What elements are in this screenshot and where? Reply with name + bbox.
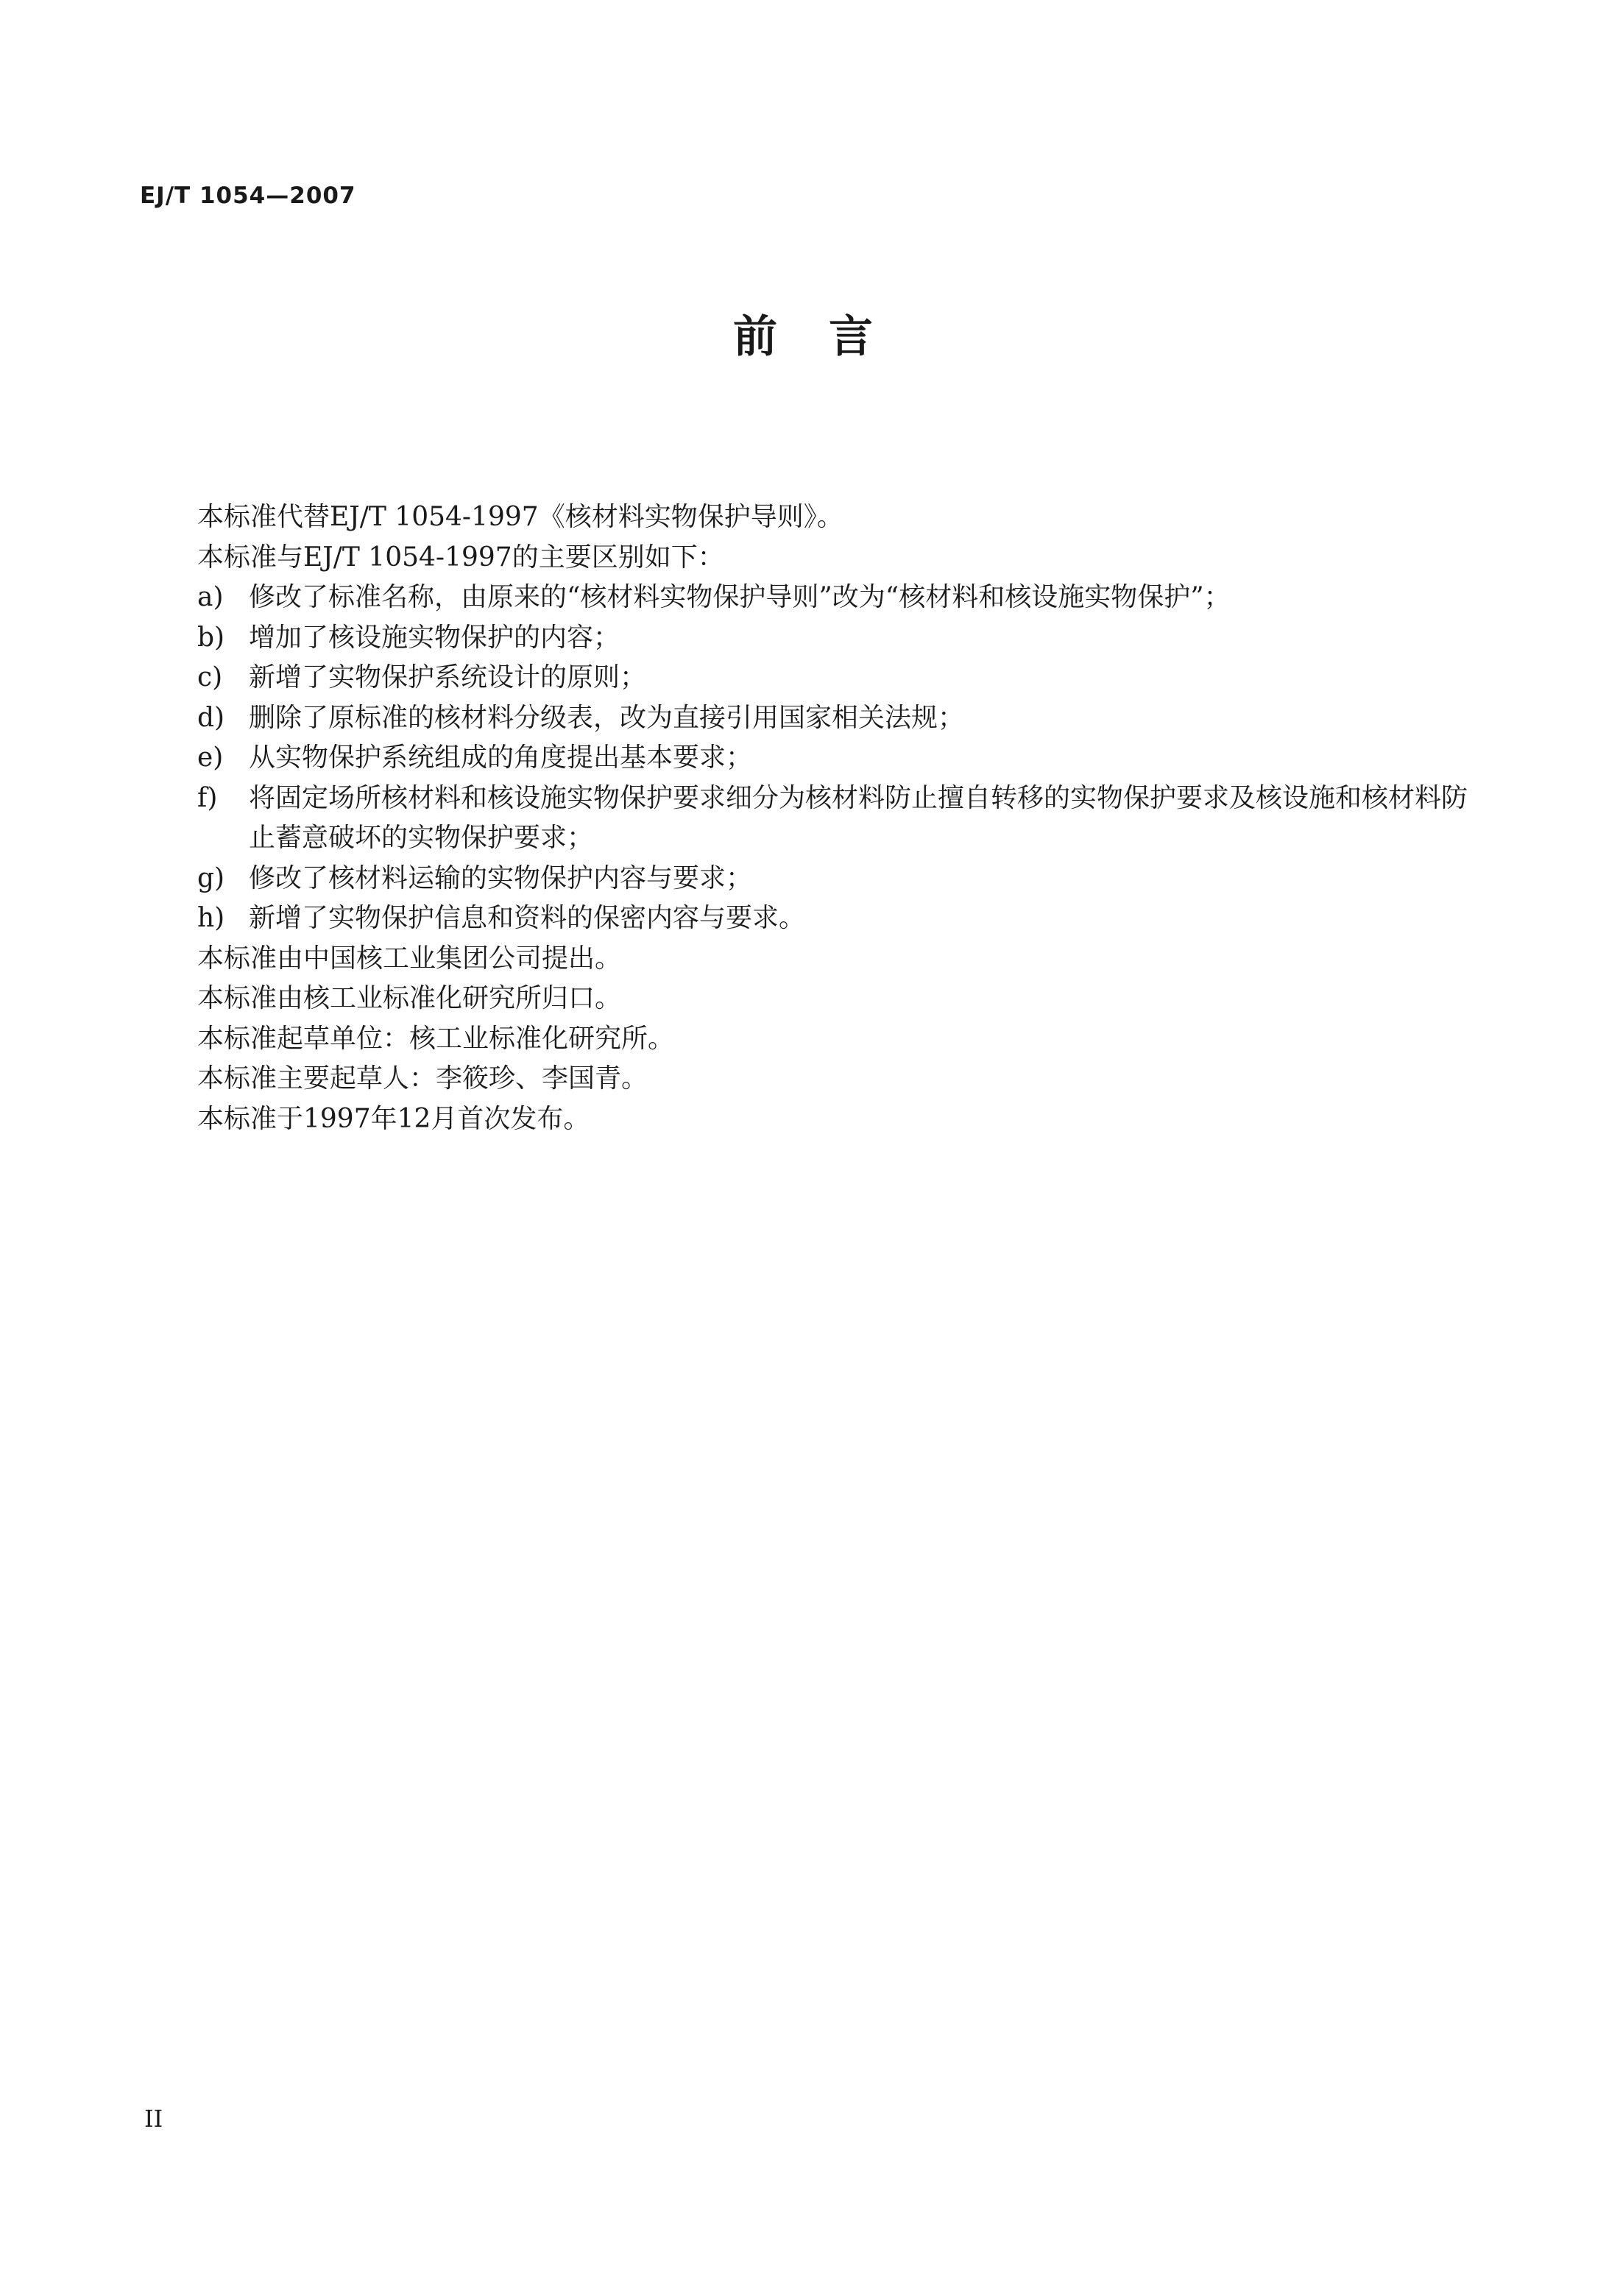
paragraph-drafting-unit: 本标准起草单位：核工业标准化研究所。	[197, 1023, 675, 1054]
list-item	[197, 698, 1493, 739]
list-item-marker: c)	[197, 662, 223, 692]
list-item	[197, 578, 1493, 618]
list-item-text: 将固定场所核材料和核设施实物保护要求细分为核材料防止擅自转移的实物保护要求及核设施和核材料防止蓄意破坏的实物保护要求；	[249, 782, 1468, 853]
foreword-body	[197, 497, 1493, 1139]
list-item-marker: a)	[197, 582, 224, 612]
paragraph-replaces: 本标准代替EJ/T 1054-1997《核材料实物保护导则》。	[197, 502, 843, 532]
list-item	[197, 658, 1493, 698]
standard-code: EJ/T 1054—2007	[140, 183, 356, 209]
list-item-marker: h)	[197, 903, 225, 933]
paragraph-drafters: 本标准主要起草人：李筱珍、李国青。	[197, 1063, 648, 1094]
paragraph-first-release: 本标准于1997年12月首次发布。	[197, 1103, 590, 1134]
list-item-text: 新增了实物保护信息和资料的保密内容与要求。	[249, 903, 806, 933]
list-item	[197, 899, 1493, 939]
list-item-marker: e)	[197, 743, 224, 773]
list-item-text: 修改了核材料运输的实物保护内容与要求；	[249, 862, 753, 893]
list-item	[197, 779, 1493, 859]
list-item-text: 修改了标准名称，由原来的“核材料实物保护导则”改为“核材料和核设施实物保护”；	[249, 582, 1231, 612]
page-number: II	[144, 2105, 163, 2133]
list-item	[197, 618, 1493, 659]
list-item-text: 从实物保护系统组成的角度提出基本要求；	[249, 743, 753, 773]
list-item-text: 增加了核设施实物保护的内容；	[249, 622, 620, 653]
list-item-marker: g)	[197, 862, 225, 893]
paragraph-differences-intro: 本标准与EJ/T 1054-1997的主要区别如下：	[197, 542, 724, 573]
list-item	[197, 859, 1493, 899]
paragraph-proposed-by: 本标准由中国核工业集团公司提出。	[197, 943, 622, 974]
list-item	[197, 738, 1493, 779]
list-item-marker: d)	[197, 702, 225, 733]
page-title: 前言	[733, 311, 924, 363]
list-item-text: 新增了实物保护系统设计的原则；	[249, 662, 647, 692]
differences-list	[197, 578, 1493, 939]
list-item-text: 删除了原标准的核材料分级表，改为直接引用国家相关法规；	[249, 702, 965, 733]
paragraph-managed-by: 本标准由核工业标准化研究所归口。	[197, 983, 622, 1013]
list-item-marker: f)	[197, 782, 218, 813]
list-item-marker: b)	[197, 622, 225, 653]
